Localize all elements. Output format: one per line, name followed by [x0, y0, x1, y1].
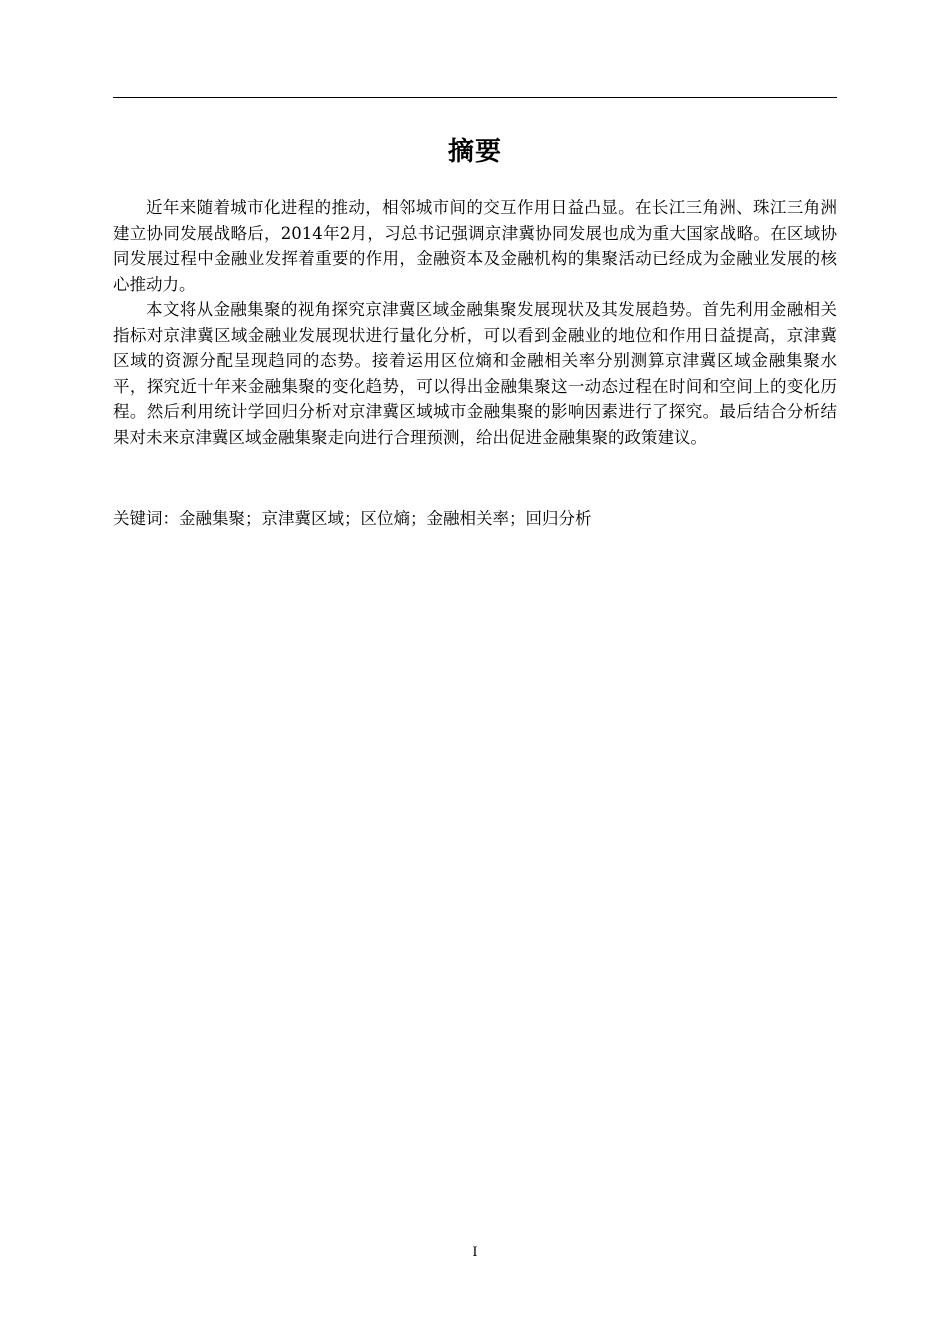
keywords-text: 金融集聚；京津冀区域；区位熵；金融相关率；回归分析 [179, 509, 592, 528]
abstract-paragraph-2: 本文将从金融集聚的视角探究京津冀区域金融集聚发展现状及其发展趋势。首先利用金融相关指标对京津冀区域金融业发展现状进行量化分析，可以看到金融业的地位和作用日益提高，京津冀区域的资源分配呈现趋同的态势。接着运用区位熵和金融相关率分别测算京津冀区域金融集聚水平，探究近十年来金融集聚的变化趋势，可以得出金融集聚这一动态过程在时间和空间上的变化历程。然后利用统计学回归分析对京津冀区域城市金融集聚的影响因素进行了探究。最后结合分析结果对未来京津冀区域金融集聚走向进行合理预测，给出促进金融集聚的政策建议。 [113, 300, 837, 447]
abstract-paragraph-1: 近年来随着城市化进程的推动，相邻城市间的交互作用日益凸显。在长江三角洲、珠江三角洲建立协同发展战略后，2014年2月，习总书记强调京津冀协同发展也成为重大国家战略。在区域协同发展过程中金融业发挥着重要的作用，金融资本及金融机构的集聚活动已经成为金融业发展的核心推动力。 [113, 198, 837, 294]
keywords-line [113, 506, 837, 532]
page-title: 摘要 [447, 137, 502, 167]
header-rule [113, 97, 837, 98]
abstract-body [113, 195, 837, 450]
page-number: I [472, 1245, 478, 1260]
keywords-label: 关键词： [113, 509, 179, 528]
